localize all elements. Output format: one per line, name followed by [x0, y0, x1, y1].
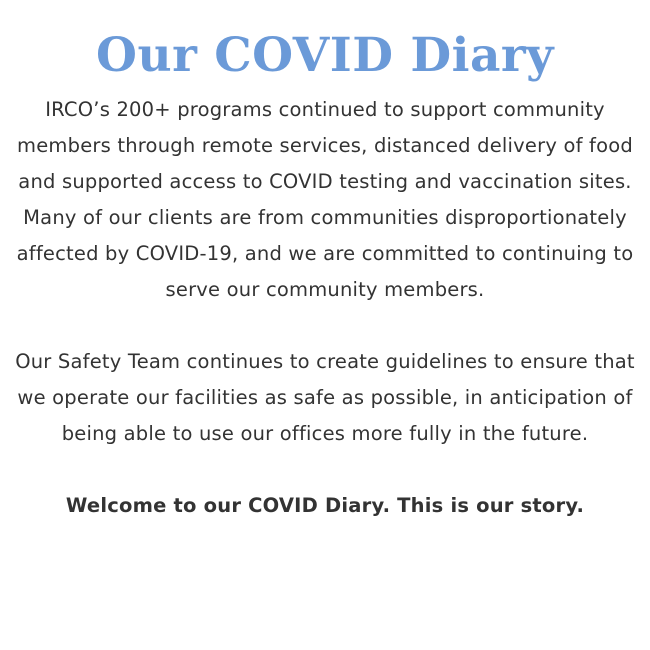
- page-title: Our COVID Diary: [96, 28, 554, 83]
- closing-statement: Welcome to our COVID Diary. This is our story.: [65, 494, 585, 517]
- safety-team-paragraph: Our Safety Team continues to create guidelines to ensure that we operate our facilities as safe as possible, in anticipation of being able to use our offices more fully in the future.: [15, 350, 635, 445]
- intro-paragraph: IRCO’s 200+ programs continued to support community members through remote services, distanced delivery of food and supported access to COVID testing and vaccination sites. Many of our clients are from communities disproportionately affected by COVID-19, and we are committed to continuing to serve our community members.: [16, 98, 634, 301]
